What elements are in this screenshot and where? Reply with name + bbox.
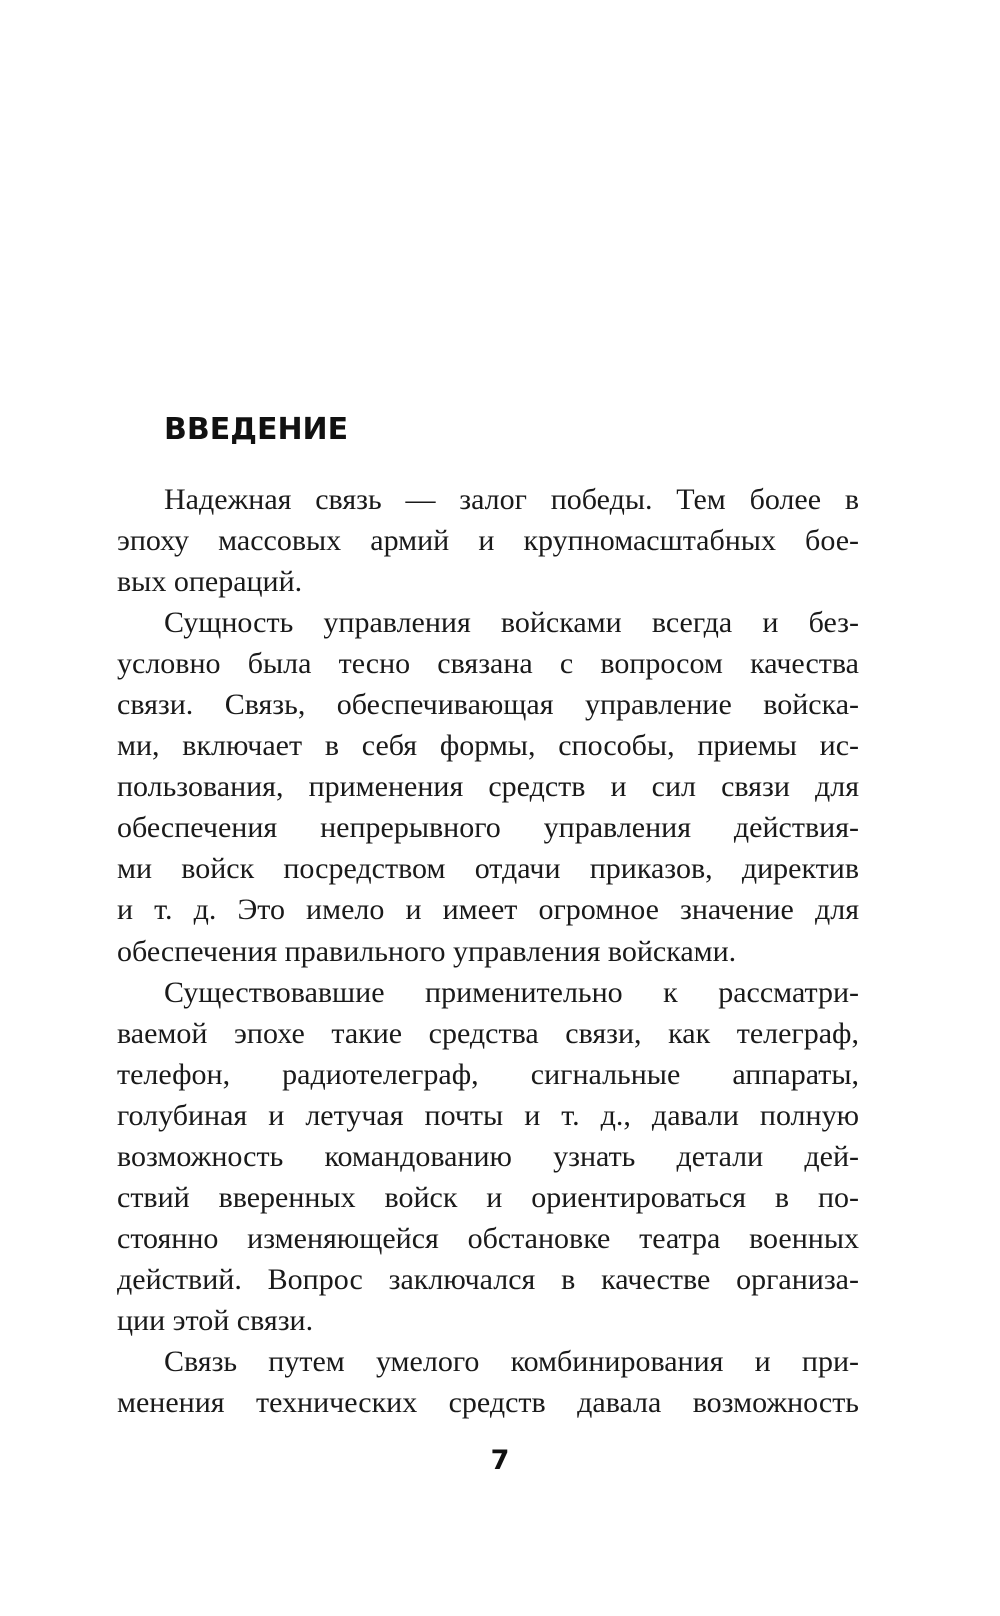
text-line: стоянно изменяющейся обстановке театра военных <box>117 1221 859 1255</box>
paragraph <box>117 602 859 971</box>
text-line: обеспечения непрерывного управления действия- <box>117 811 859 845</box>
text-line: условно была тесно связана с вопросом качества <box>117 647 859 681</box>
text-line: ми, включает в себя формы, способы, приемы ис- <box>117 729 859 763</box>
text-line: вых операций. <box>117 565 303 599</box>
text-line: телефон, радиотелеграф, сигнальные аппараты, <box>117 1057 859 1091</box>
text-line: ствий вверенных войск и ориентироваться в по- <box>117 1180 859 1214</box>
body-text <box>117 479 859 1423</box>
text-line: связи. Связь, обеспечивающая управление войска- <box>117 688 859 722</box>
text-line: менения технических средств давала возможность <box>117 1386 859 1420</box>
page-number: 7 <box>490 1445 510 1476</box>
chapter-heading: ВВЕДЕНИЕ <box>164 412 349 447</box>
text-line: голубиная и летучая почты и т. д., давали полную <box>117 1098 859 1132</box>
text-line: эпоху массовых армий и крупномасштабных бое- <box>117 524 859 558</box>
text-line: ми войск посредством отдачи приказов, директив <box>117 852 859 886</box>
text-line: возможность командованию узнать детали дей- <box>117 1139 859 1173</box>
paragraph <box>117 1341 859 1423</box>
text-line: ции этой связи. <box>117 1303 314 1337</box>
text-line: Сущность управления войсками всегда и без- <box>164 606 859 640</box>
text-line: Надежная связь — залог победы. Тем более в <box>164 483 859 516</box>
text-line: и т. д. Это имело и имеет огромное значение для <box>117 893 859 927</box>
paragraph <box>117 972 859 1341</box>
paragraph <box>117 479 859 602</box>
text-line: ваемой эпохе такие средства связи, как телеграф, <box>117 1016 859 1050</box>
text-line: обеспечения правильного управления войсками. <box>117 934 737 968</box>
text-line: Существовавшие применительно к рассматри- <box>164 975 859 1009</box>
text-line: Связь путем умелого комбинирования и при- <box>164 1344 859 1378</box>
text-line: действий. Вопрос заключался в качестве организа- <box>117 1262 859 1296</box>
text-line: пользования, применения средств и сил связи для <box>117 770 859 804</box>
